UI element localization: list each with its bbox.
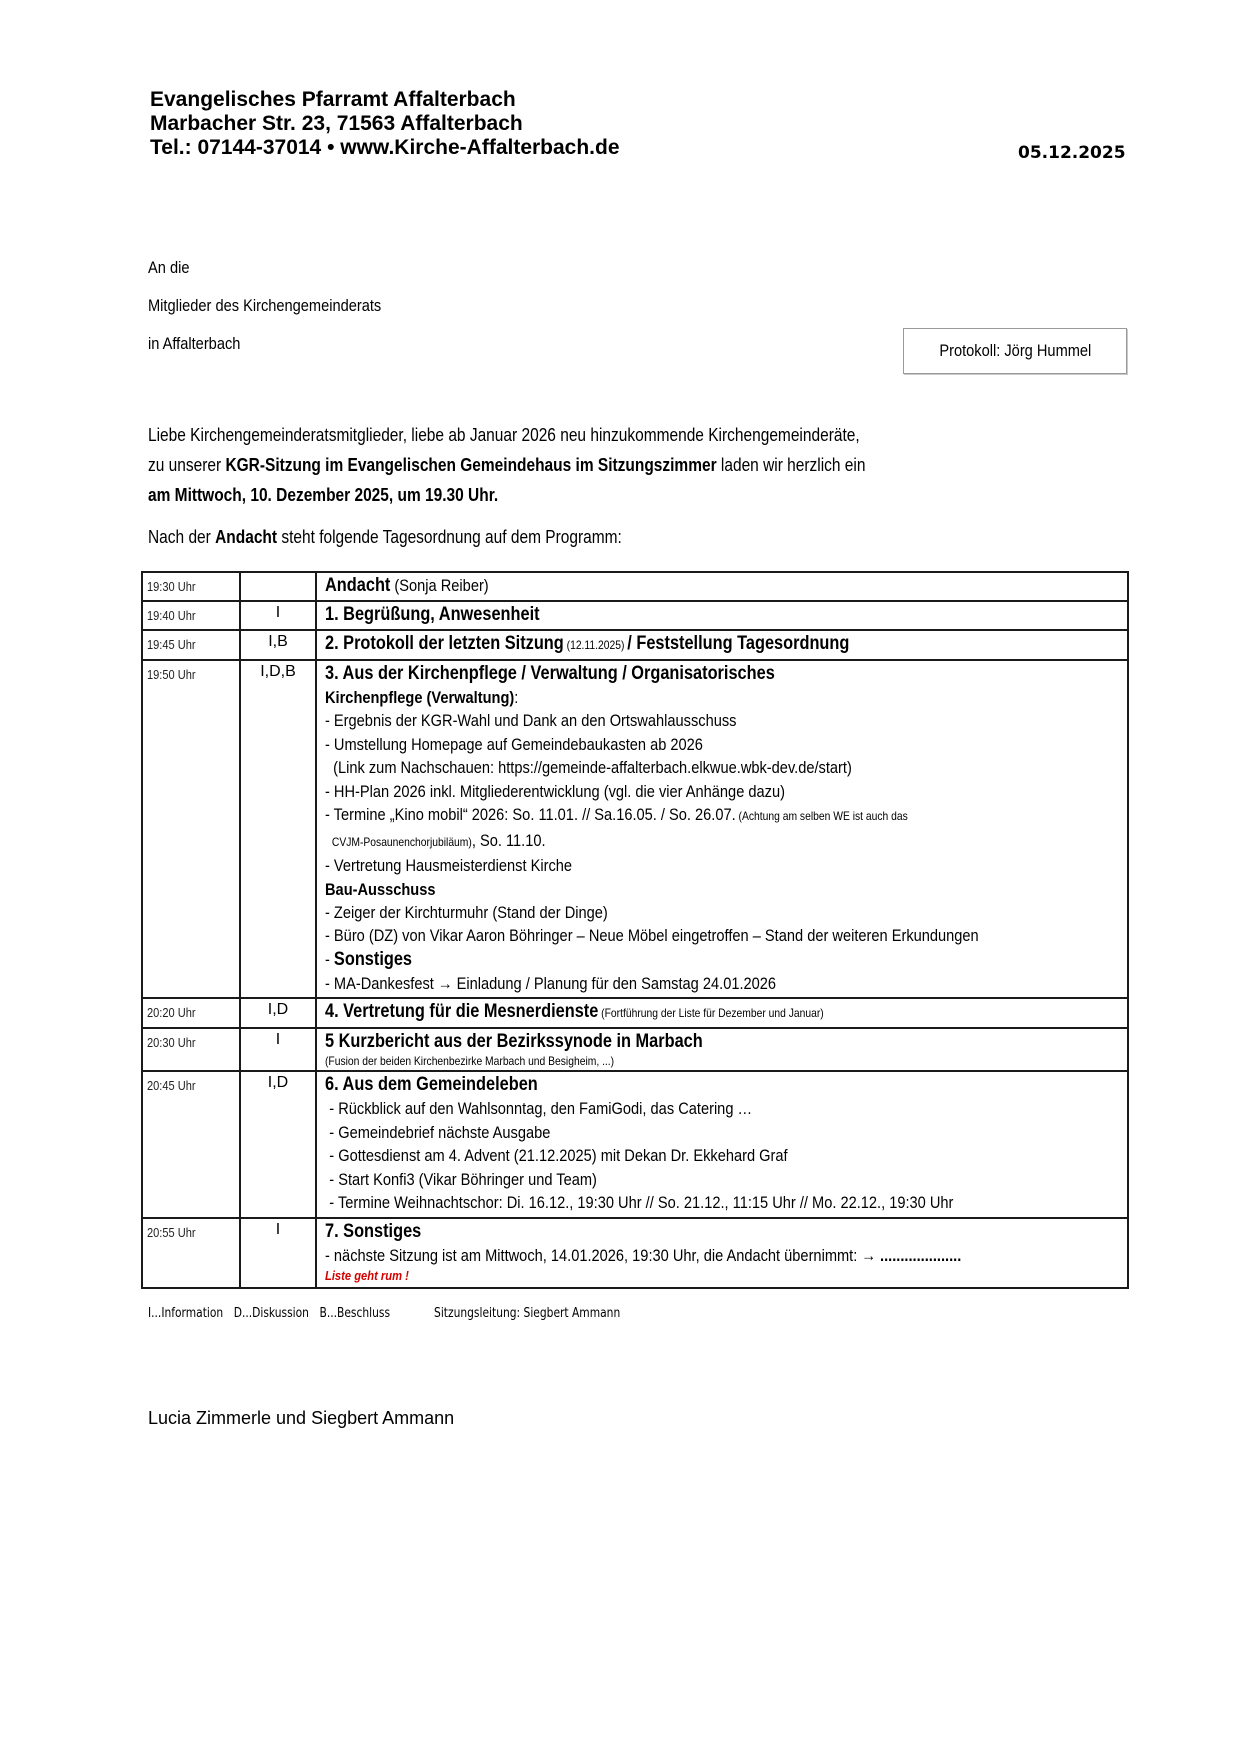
section-kirchenpflege: Kirchenpflege (Verwaltung)	[325, 688, 515, 707]
agenda-content	[316, 630, 1128, 660]
intro-line-4	[148, 527, 622, 548]
agenda-row	[142, 1218, 1128, 1289]
agenda-item: - MA-Dankesfest → Einladung / Planung für den Samstag 24.01.2026	[325, 973, 777, 993]
intro-text: steht folgende Tagesordnung auf dem Programm:	[277, 527, 622, 547]
intro-text: laden wir herzlich ein	[716, 455, 866, 475]
kino-note: (Achtung am selben WE ist auch das	[735, 809, 908, 823]
agenda-time: 19:50 Uhr	[142, 660, 240, 998]
agenda-title: 1. Begrüßung, Anwesenheit	[325, 604, 540, 625]
agenda-item: - Büro (DZ) von Vikar Aaron Böhringer – Neue Möbel eingetroffen – Stand der weiteren Erkundungen	[325, 926, 979, 945]
agenda-item: - Vertretung Hausmeisterdienst Kirche	[325, 856, 573, 875]
signature: Lucia Zimmerle und Siegbert Ammann	[148, 1408, 455, 1428]
meeting-datetime: am Mittwoch, 10. Dezember 2025, um 19.30 Uhr.	[148, 485, 499, 505]
agenda-row	[142, 1071, 1128, 1218]
agenda-content	[316, 660, 1128, 998]
agenda-row	[142, 998, 1128, 1028]
red-note: Liste geht rum !	[325, 1268, 409, 1283]
agenda-row	[142, 601, 1128, 630]
agenda-type	[240, 572, 316, 601]
intro-line-2	[148, 455, 865, 476]
intro-andacht: Andacht	[215, 527, 278, 547]
agenda-item: - HH-Plan 2026 inkl. Mitgliederentwicklung (vgl. die vier Anhänge dazu)	[325, 781, 785, 801]
agenda-time: 19:40 Uhr	[142, 601, 240, 630]
agenda-title-suffix: / Feststellung Tagesordnung	[627, 633, 850, 654]
agenda-title-date: (12.11.2025)	[563, 638, 628, 652]
agenda-item: - Rückblick auf den Wahlsonntag, den FamiGodi, das Catering …	[329, 1099, 753, 1118]
agenda-item: - Ergebnis der KGR-Wahl und Dank an den Ortswahlausschuss	[325, 711, 737, 730]
agenda-time: 20:30 Uhr	[142, 1028, 240, 1071]
recipient-line-1: An die	[148, 258, 190, 277]
andacht-blank: ....................	[880, 1245, 962, 1265]
recipient-line-3: in Affalterbach	[148, 334, 241, 353]
org-address: Marbacher Str. 23, 71563 Affalterbach	[150, 112, 523, 135]
agenda-title: 4. Vertretung für die Mesnerdienste	[325, 1001, 599, 1022]
agenda-content	[316, 572, 1128, 601]
agenda-type: I,B	[240, 630, 316, 660]
agenda-note: (Fusion der beiden Kirchenbezirke Marbach und Besigheim, ...)	[325, 1054, 615, 1068]
agenda-content	[316, 1028, 1128, 1071]
agenda-type: I	[240, 601, 316, 630]
agenda-title: Andacht	[325, 575, 391, 596]
dash: -	[325, 949, 334, 969]
agenda-title-suffix: (Sonja Reiber)	[390, 576, 489, 595]
agenda-item: - Start Konfi3 (Vikar Böhringer und Team)	[329, 1169, 597, 1189]
org-name: Evangelisches Pfarramt Affalterbach	[150, 88, 516, 111]
colon: :	[514, 688, 519, 707]
agenda-row	[142, 1028, 1128, 1071]
agenda-item: - Zeiger der Kirchturmuhr (Stand der Dinge)	[325, 902, 608, 922]
agenda-item: - Gottesdienst am 4. Advent (21.12.2025) mit Dekan Dr. Ekkehard Graf	[329, 1146, 788, 1165]
agenda-type: I	[240, 1218, 316, 1289]
meeting-location: KGR-Sitzung im Evangelischen Gemeindehaus im Sitzungszimmer	[225, 455, 717, 475]
org-contact: Tel.: 07144-37014 • www.Kirche-Affalterbach.de	[150, 136, 620, 159]
agenda-item: - Umstellung Homepage auf Gemeindebaukasten ab 2026	[325, 734, 703, 754]
intro-text: Nach der	[148, 527, 216, 547]
intro-text: Liebe Kirchengemeinderatsmitglieder, liebe ab Januar 2026 neu hinzukommende Kirchengemeinderäte,	[148, 425, 860, 445]
recipient-line-2: Mitglieder des Kirchengemeinderats	[148, 296, 382, 315]
intro-line-1	[148, 425, 860, 446]
agenda-time: 20:20 Uhr	[142, 998, 240, 1028]
intro-text: zu unserer	[148, 455, 226, 475]
legend-information: I...Information	[148, 1305, 224, 1321]
protokoll-box	[903, 328, 1127, 374]
agenda-time: 20:55 Uhr	[142, 1218, 240, 1289]
agenda-content	[316, 998, 1128, 1028]
kino-end: , So. 11.10.	[471, 830, 546, 850]
agenda-title: 7. Sonstiges	[325, 1220, 422, 1242]
letterhead	[150, 88, 620, 160]
agenda-time: 20:45 Uhr	[142, 1071, 240, 1218]
agenda-title: 3. Aus der Kirchenpflege / Verwaltung / Organisatorisches	[325, 663, 775, 684]
agenda-item: - Termine Weihnachtschor: Di. 16.12., 19:30 Uhr // So. 21.12., 11:15 Uhr // Mo. 22.12., 19:30 Uhr	[329, 1193, 954, 1212]
agenda-item-link: (Link zum Nachschauen: https://gemeinde-affalterbach.elkwue.wbk-dev.de/start)	[325, 758, 852, 777]
next-meeting: - nächste Sitzung ist am Mittwoch, 14.01.2026, 19:30 Uhr, die Andacht übernimmt: →	[325, 1245, 881, 1265]
agenda-type: I	[240, 1028, 316, 1071]
section-bau-ausschuss: Bau-Ausschuss	[325, 879, 436, 899]
agenda-title: 5 Kurzbericht aus der Bezirkssynode in Marbach	[325, 1031, 703, 1052]
agenda-time: 19:45 Uhr	[142, 630, 240, 660]
agenda-item-kino: - Termine „Kino mobil“ 2026: So. 11.01. // Sa.16.05. / So. 26.07.	[325, 805, 736, 824]
protokoll-label: Protokoll: Jörg Hummel	[939, 341, 1091, 360]
agenda-table	[141, 571, 1129, 1289]
agenda-row	[142, 572, 1128, 601]
kino-note: CVJM-Posaunenchorjubiläum)	[331, 834, 472, 849]
agenda-type: I,D	[240, 998, 316, 1028]
agenda-content	[316, 1071, 1128, 1218]
meeting-lead: Sitzungsleitung: Siegbert Ammann	[434, 1305, 621, 1321]
agenda-time: 19:30 Uhr	[142, 572, 240, 601]
legend-decision: B...Beschluss	[319, 1305, 391, 1321]
letter-date: 05.12.2025	[1018, 143, 1126, 163]
agenda-content	[316, 601, 1128, 630]
agenda-type: I,D	[240, 1071, 316, 1218]
agenda-item: - Gemeindebrief nächste Ausgabe	[329, 1122, 551, 1142]
legend-discussion: D...Diskussion	[233, 1305, 309, 1321]
intro-line-3	[148, 485, 498, 506]
legend	[148, 1305, 631, 1321]
agenda-row	[142, 630, 1128, 660]
agenda-title: 6. Aus dem Gemeindeleben	[325, 1074, 538, 1095]
agenda-title-note: (Fortführung der Liste für Dezember und Januar)	[598, 1006, 824, 1020]
section-sonstiges: Sonstiges	[333, 948, 413, 970]
agenda-title: 2. Protokoll der letzten Sitzung	[325, 633, 564, 654]
agenda-type: I,D,B	[240, 660, 316, 998]
agenda-row	[142, 660, 1128, 998]
agenda-content	[316, 1218, 1128, 1289]
